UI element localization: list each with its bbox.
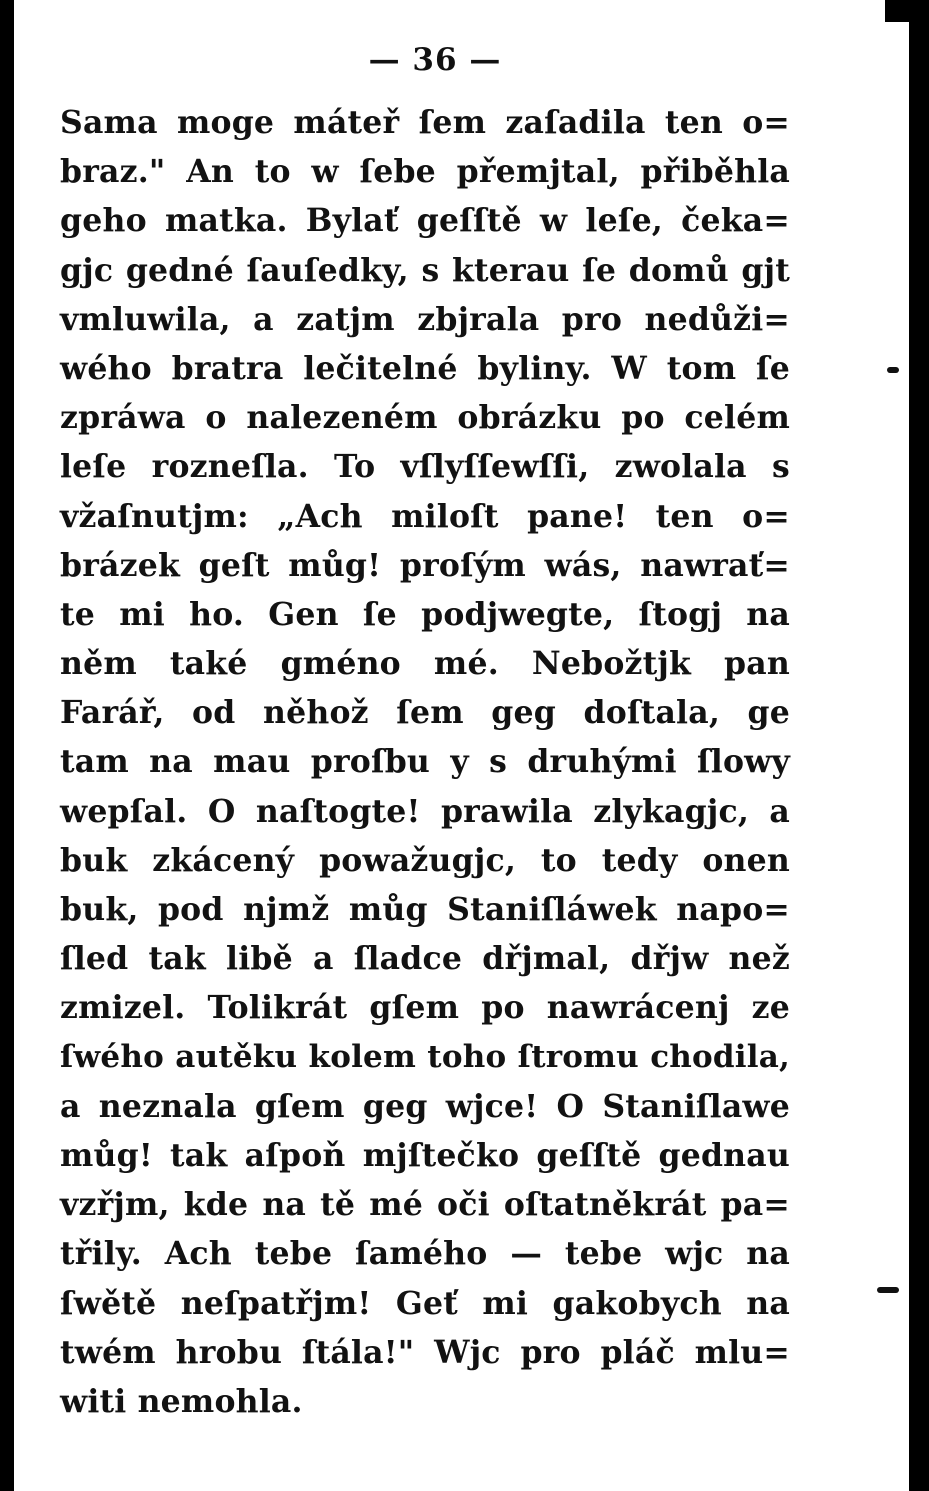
text-line: buk, pod njmž můg Staniſláwek napo= xyxy=(60,891,790,928)
text-line: vmluwila, a zatjm zbjrala pro nedůži= xyxy=(60,300,790,338)
text-line: vžaſnutjm: „Ach miloſt pane! ten o= xyxy=(60,497,790,535)
edge-smudge xyxy=(877,1287,899,1293)
text-line: wého bratra lečitelné byliny. W tom ſe xyxy=(60,349,790,387)
text-line: buk zkácený powažugjc, to tedy onen xyxy=(60,841,790,879)
text-line: zmizel. Tolikrát gſem po nawrácenj ze xyxy=(60,989,790,1027)
text-line: můg! tak aſpoň mjſtečko geſſtě gednau xyxy=(60,1136,790,1174)
body-text xyxy=(60,98,790,1426)
edge-smudge xyxy=(887,367,899,373)
text-line: braz." An to w ſebe přemjtal, přiběhla xyxy=(60,153,790,191)
text-line: twém hrobu ſtála!" Wjc pro pláč mlu= xyxy=(60,1333,790,1371)
text-line: witi nemohla. xyxy=(60,1382,303,1420)
text-line: geho matka. Bylať geſſtě w leſe, čeka= xyxy=(60,202,790,240)
scan-border-left xyxy=(0,0,14,1491)
text-line: zpráwa o nalezeném obrázku po celém xyxy=(60,399,790,437)
page-number: — 36 — xyxy=(368,42,502,78)
text-line: vzřjm, kde na tě mé oči oſtatněkrát pa= xyxy=(60,1186,790,1224)
scan-border-right xyxy=(909,0,929,1491)
text-line: a neznala gſem geg wjce! O Staniſlawe xyxy=(60,1087,790,1125)
text-line: Farář, od něhož ſem geg doſtala, ge xyxy=(60,694,790,732)
text-line: gjc gedné ſauſedky, s kterau ſe domů gjt xyxy=(60,251,790,289)
text-line: něm také gméno mé. Nebožtjk pan xyxy=(60,645,790,683)
text-line: wepſal. O naſtogte! prawila zlykagjc, a xyxy=(60,792,790,830)
text-line: ſled tak libě a ſladce dřjmal, dřjw než xyxy=(60,940,790,978)
scan-border-corner xyxy=(885,0,915,22)
text-line: te mi ho. Gen ſe podjwegte, ſtogj na xyxy=(60,595,790,633)
text-line: brázek geſt můg! proſým wás, nawrať= xyxy=(60,546,790,584)
text-line: ſwětě neſpatřjm! Geť mi gakobych na xyxy=(60,1284,790,1322)
text-line: ſwého autěku kolem toho ſtromu chodila, xyxy=(60,1038,790,1075)
text-line: třily. Ach tebe ſamého — tebe wjc na xyxy=(60,1235,790,1273)
text-line: tam na mau proſbu y s druhými ſlowy xyxy=(60,743,790,781)
text-line: leſe rozneſla. To vſlyſſewſſi, zwolala s xyxy=(60,448,790,486)
text-line: Sama moge máteř ſem zaſadila ten o= xyxy=(60,104,790,141)
